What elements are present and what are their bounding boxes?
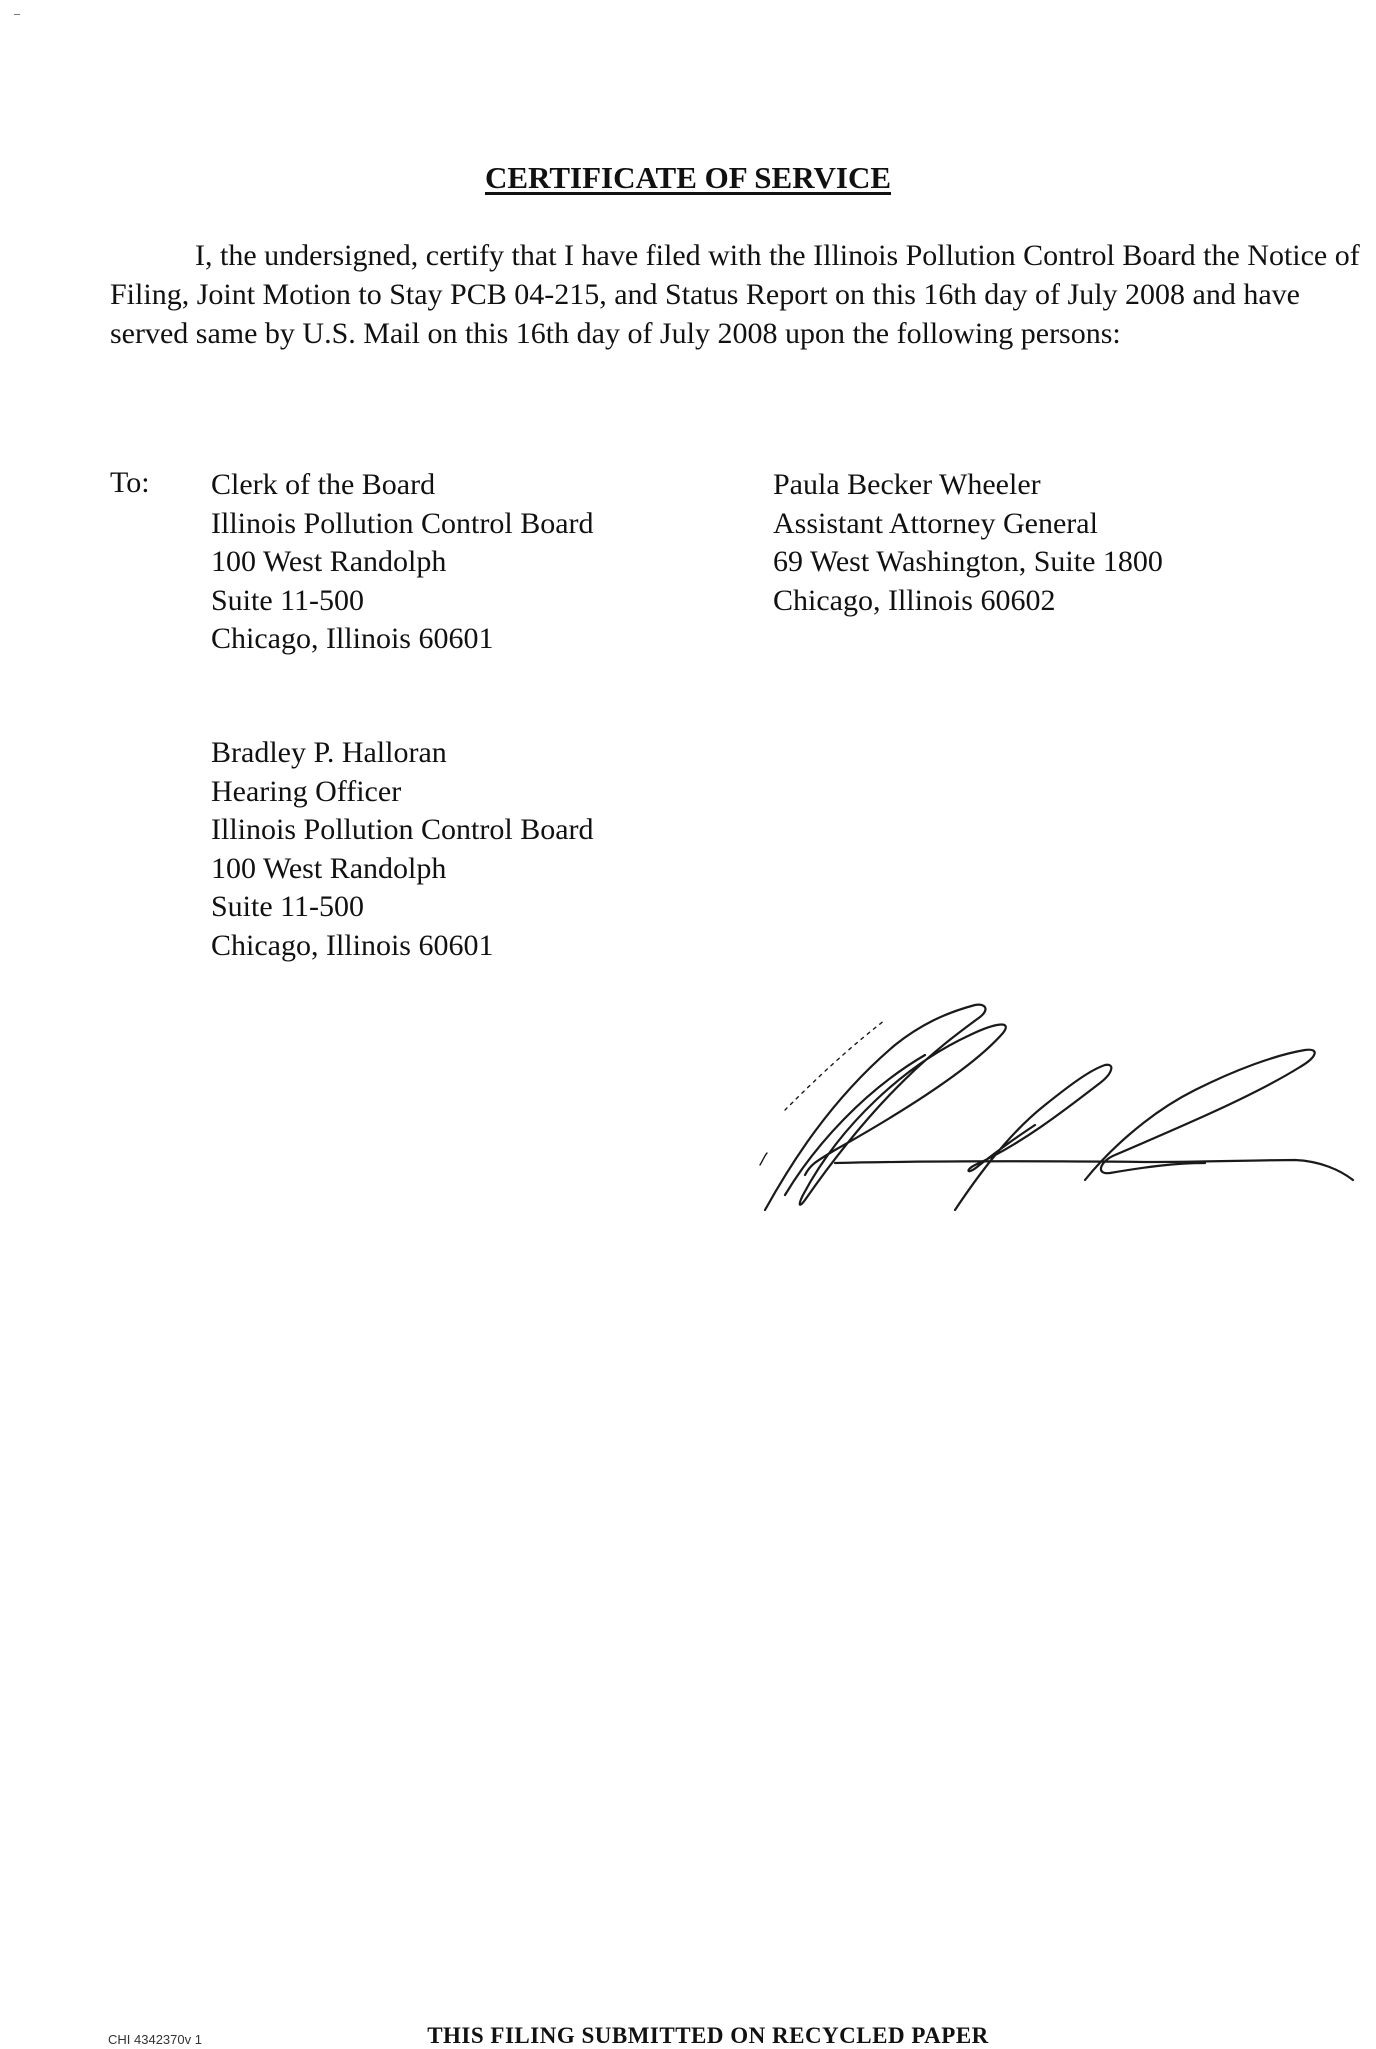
document-title: CERTIFICATE OF SERVICE (484, 160, 892, 195)
certification-paragraph (110, 236, 1370, 353)
address-line: 100 West Randolph (211, 545, 447, 578)
address-line: Hearing Officer (211, 774, 402, 808)
certification-text: I, the undersigned, certify that I have filed with the Illinois Pollution Control Board the Notice of Filing, Joint Motion to Stay PCB 04-215, and Status Report on this 16th day of July 2008 and have served same by U.S. Mail on this 16th day of July 2008 upon the following persons: (110, 239, 1360, 350)
address-line: Assistant Attorney General (773, 506, 1098, 540)
address-line: Illinois Pollution Control Board (211, 813, 594, 846)
to-label: To: (110, 466, 150, 499)
address-line: Chicago, Illinois 60602 (773, 583, 1056, 617)
address-line: Bradley P. Halloran (211, 736, 447, 769)
address-line: Illinois Pollution Control Board (211, 506, 594, 540)
address-line: Paula Becker Wheeler (773, 468, 1041, 501)
recipient-hearing-officer-address (211, 734, 594, 965)
recycled-paper-footer: THIS FILING SUBMITTED ON RECYCLED PAPER (427, 2023, 989, 2048)
handwritten-signature (745, 995, 1355, 1225)
address-line: Chicago, Illinois 60601 (211, 928, 494, 962)
recipient-attorney-general-address (773, 466, 1163, 620)
address-line: 69 West Washington, Suite 1800 (773, 545, 1163, 578)
address-line: 100 West Randolph (211, 851, 447, 885)
address-line: Clerk of the Board (211, 468, 436, 501)
recipient-clerk-address (211, 466, 594, 659)
scan-mark (14, 14, 20, 15)
address-line: Chicago, Illinois 60601 (211, 622, 494, 655)
address-line: Suite 11-500 (211, 583, 365, 617)
address-line: Suite 11-500 (211, 890, 365, 923)
document-id: CHI 4342370v 1 (108, 2032, 202, 2047)
